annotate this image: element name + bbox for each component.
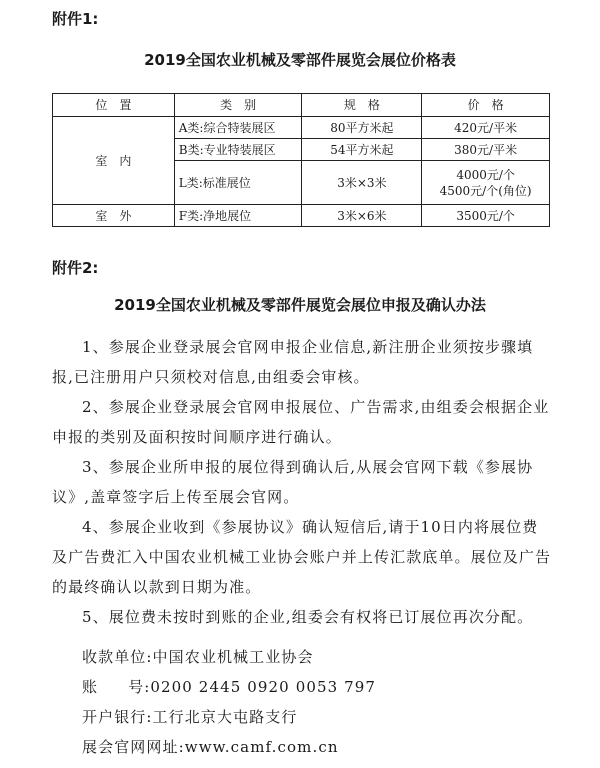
position-outdoor: 室 外 <box>53 205 175 227</box>
procedure-item: 2、参展企业登录展会官网申报展位、广告需求,由组委会根据企业申报的类别及面积按时间顺序进行确认。 <box>52 398 550 446</box>
price-corner: 4500元/个(角位) <box>439 183 532 198</box>
procedure-item: 5、展位费未按时到账的企业,组委会有权将已订展位再次分配。 <box>82 608 534 626</box>
procedure-title: 2019全国农业机械及零部件展览会展位申报及确认办法 <box>114 296 486 314</box>
price-standard: 4000元/个 <box>456 167 515 182</box>
header-category: 类 别 <box>174 94 302 117</box>
price-cell <box>422 161 550 205</box>
procedure-list <box>52 332 552 632</box>
procedure-item: 3、参展企业所申报的展位得到确认后,从展会官网下载《参展协议》,盖章签字后上传至展会官网。 <box>52 458 534 506</box>
account-label: 账 <box>82 678 99 696</box>
attachment1-label: 附件1: <box>52 10 99 28</box>
price-cell: 420元/平米 <box>422 117 550 139</box>
spec-cell: 54平方米起 <box>302 139 422 161</box>
spec-cell: 3米×3米 <box>302 161 422 205</box>
category-cell: F类:净地展位 <box>174 205 302 227</box>
category-cell: A类:综合特装展区 <box>174 117 302 139</box>
bank-line: 开户银行:工行北京大屯路支行 <box>82 708 298 726</box>
table-row <box>53 117 550 139</box>
payment-info <box>82 642 376 762</box>
price-cell: 380元/平米 <box>422 139 550 161</box>
procedure-item: 1、参展企业登录展会官网申报企业信息,新注册企业须按步骤填报,已注册用户只须校对信息,由组委会审核。 <box>52 338 534 386</box>
position-indoor: 室 内 <box>53 117 175 205</box>
website-line: 展会官网网址:www.camf.com.cn <box>82 738 339 756</box>
price-table-title: 2019全国农业机械及零部件展览会展位价格表 <box>144 51 456 69</box>
price-table <box>52 93 550 227</box>
header-position: 位 置 <box>53 94 175 117</box>
header-spec: 规 格 <box>302 94 422 117</box>
spec-cell: 80平方米起 <box>302 117 422 139</box>
spec-cell: 3米×6米 <box>302 205 422 227</box>
table-header-row <box>53 94 550 117</box>
category-cell: L类:标准展位 <box>174 161 302 205</box>
procedure-item: 4、参展企业收到《参展协议》确认短信后,请于10日内将展位费及广告费汇入中国农业机械工业协会账户并上传汇款底单。展位及广告的最终确认以款到日期为准。 <box>52 518 552 596</box>
category-cell: B类:专业特装展区 <box>174 139 302 161</box>
header-price: 价 格 <box>422 94 550 117</box>
table-row <box>53 205 550 227</box>
account-number: 号:0200 2445 0920 0053 797 <box>128 678 377 696</box>
price-cell: 3500元/个 <box>422 205 550 227</box>
payee-line: 收款单位:中国农业机械工业协会 <box>82 648 314 666</box>
account-line <box>82 672 376 702</box>
attachment2-label: 附件2: <box>52 259 99 277</box>
